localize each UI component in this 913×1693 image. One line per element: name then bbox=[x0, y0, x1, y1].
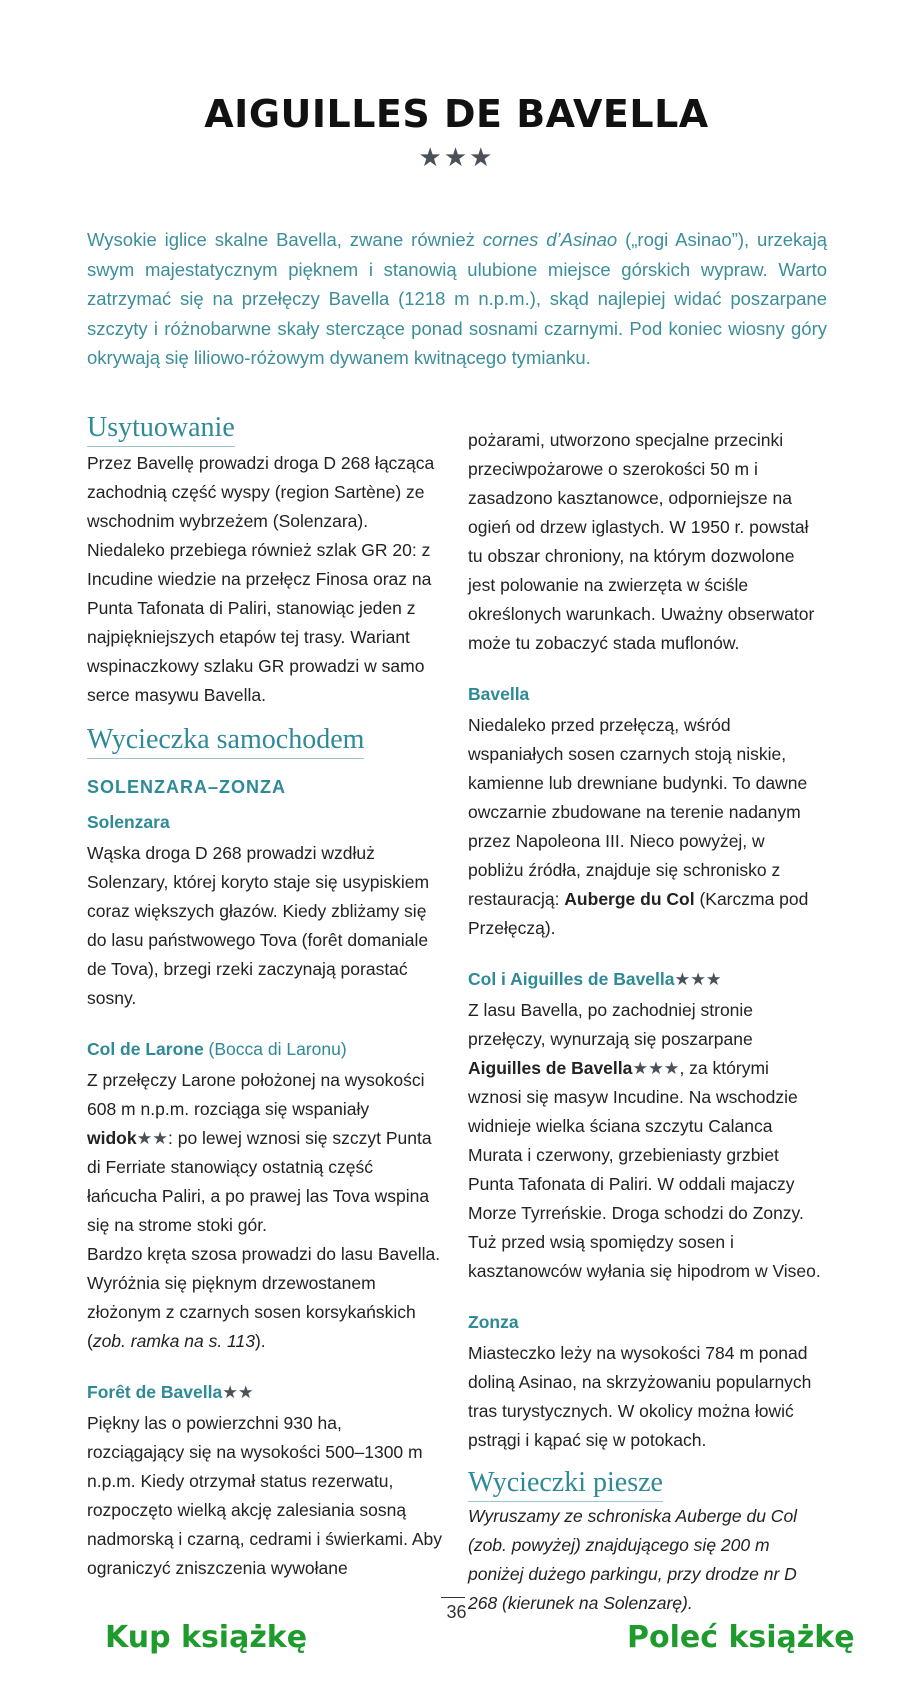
left-column bbox=[87, 412, 442, 1583]
larone-stars: ★★ bbox=[136, 1128, 168, 1148]
col-bold-stars: ★★★ bbox=[632, 1058, 680, 1078]
right-column bbox=[468, 426, 823, 1618]
larone-subtitle: (Bocca di Laronu) bbox=[203, 1039, 347, 1059]
section-title-piesze: Wycieczki piesze bbox=[468, 1467, 663, 1502]
page-number-rule bbox=[441, 1597, 465, 1598]
route-heading: SOLENZARA–ZONZA bbox=[87, 777, 286, 797]
intro-italic: cornes d’Asinao bbox=[482, 229, 618, 250]
intro-text-rest: („rogi Asinao”), urzekają swym majestatycznym pięknem i stanowią ulubione miejsce górskich wypraw. Warto zatrzymać się na przełęczy Bavella (1218 m n.p.m.), skąd najlepiej widać poszarpane szczyty i różnobarwne skały sterczące ponad sosnami czarnymi. Pod koniec wiosny góry okrywają się liliowo-różowym dywanem kwitnącego tymianku. bbox=[87, 229, 827, 368]
foret-stars: ★★ bbox=[222, 1382, 254, 1402]
heading-foret-de-bavella bbox=[87, 1378, 442, 1407]
buy-book-button[interactable]: Kup książkę bbox=[105, 1620, 308, 1655]
foret-text: Piękny las o powierzchni 930 ha, rozciągający się na wysokości 500–1300 m n.p.m. Kiedy otrzymał status rezerwatu, rozpoczęto wielką akcję zalesiania sosną nadmorską i czarną, cedrami i świerkami. Aby ograniczyć zniszczenia wywołane bbox=[87, 1413, 442, 1578]
larone-text-c: Bardzo kręta szosa prowadzi do lasu Bavella. Wyróżnia się pięknym drzewostanem złożonym z czarnych sosen korsykańskich ( bbox=[87, 1244, 441, 1351]
heading-bavella: Bavella bbox=[468, 684, 530, 704]
heading-solenzara: Solenzara bbox=[87, 812, 170, 832]
piesze-text: Wyruszamy ze schroniska Auberge du Col (zob. powyżej) znajdującego się 200 m poniżej dużego parkingu, przy drodze nr D 268 (kierunek na Solenzarę). bbox=[468, 1506, 798, 1613]
col-text bbox=[468, 996, 823, 1286]
heading-col-i-aiguilles bbox=[468, 965, 823, 994]
foret-title: Forêt de Bavella bbox=[87, 1382, 223, 1402]
zonza-text: Miasteczko leży na wysokości 784 m ponad doliną Asinao, na skrzyżowaniu popularnych tras turystycznych. W okolicy można łowić pstrągi i kąpać się w potokach. bbox=[468, 1343, 812, 1450]
section-title-wycieczka: Wycieczka samochodem bbox=[87, 724, 364, 759]
larone-italic: zob. ramka na s. 113 bbox=[92, 1331, 255, 1351]
usytuowanie-text: Przez Bavellę prowadzi droga D 268 łącząca zachodnią część wyspy (region Sartène) ze wschodnim wybrzeżem (Solenzara). Niedaleko przebiega również szlak GR 20: z Incudine wiedzie na przełęcz Finosa oraz na Punta Tafonata di Paliri, stanowiąc jeden z najpiękniejszych etapów tej trasy. Wariant wspinaczkowy szlaku GR prowadzi w samo serce masywu Bavella. bbox=[87, 453, 435, 705]
larone-text-d: ). bbox=[254, 1331, 266, 1351]
larone-text-2 bbox=[87, 1240, 442, 1356]
heading-col-de-larone bbox=[87, 1035, 442, 1064]
col-text-a: Z lasu Bavella, po zachodniej stronie przełęczy, wynurzają się poszarpane bbox=[468, 1000, 754, 1049]
larone-title: Col de Larone bbox=[87, 1039, 204, 1059]
col-title: Col i Aiguilles de Bavella bbox=[468, 969, 675, 989]
bavella-bold: Auberge du Col bbox=[564, 889, 695, 909]
larone-bold: widok bbox=[87, 1128, 137, 1148]
continued-text: pożarami, utworzono specjalne przecinki przeciwpożarowe o szerokości 50 m i zasadzono kasztanowce, odporniejsze na ogień od drzew iglastych. W 1950 r. powstał tu obszar chroniony, na którym dozwolone jest polowanie na zwierzęta w ściśle określonych warunkach. Uważny obserwator może tu zobaczyć stada muflonów. bbox=[468, 430, 815, 653]
col-stars: ★★★ bbox=[674, 969, 722, 989]
solenzara-text: Wąska droga D 268 prowadzi wzdłuż Solenzary, której koryto staje się usypiskiem coraz większych głazów. Kiedy zbliżamy się do lasu państwowego Tova (forêt domaniale de Tova), brzegi rzeki zaczynają porastać sosny. bbox=[87, 843, 430, 1008]
intro-paragraph bbox=[87, 225, 827, 373]
col-text-b: , za którymi wznosi się masyw Incudine. Na wschodzie widnieje wielka ściana szczytu Calanca Murata i czerwony, grzebieniasty grzbiet Punta Tafonata di Paliri. W oddali majaczy Morze Tyrreńskie. Droga schodzi do Zonzy. Tuż przed wsią spomiędzy sosen i kasztanowców wyłania się hipodrom w Viseo. bbox=[468, 1058, 821, 1281]
page-number: 36 bbox=[446, 1602, 467, 1622]
section-title-usytuowanie: Usytuowanie bbox=[87, 412, 235, 447]
larone-text-a: Z przełęczy Larone położonej na wysokości 608 m n.p.m. rozciąga się wspaniały bbox=[87, 1070, 425, 1119]
bavella-text-b: (Karczma pod Przełęczą). bbox=[468, 889, 809, 938]
larone-text bbox=[87, 1066, 442, 1240]
bavella-text bbox=[468, 711, 823, 943]
recommend-book-button[interactable]: Poleć książkę bbox=[627, 1620, 855, 1655]
page-title: AIGUILLES DE BAVELLA bbox=[204, 92, 709, 136]
col-bold: Aiguilles de Bavella bbox=[468, 1058, 633, 1078]
larone-text-b: : po lewej wznosi się szczyt Punta di Ferriate stanowiący ostatnią część łańcucha Paliri, a po prawej las Tova wspina się na strome stoki gór. bbox=[87, 1128, 432, 1235]
heading-zonza: Zonza bbox=[468, 1312, 519, 1332]
intro-text: Wysokie iglice skalne Bavella, zwane również bbox=[87, 229, 483, 250]
rating-stars: ★★★ bbox=[418, 142, 495, 172]
bavella-text-a: Niedaleko przed przełęczą, wśród wspaniałych sosen czarnych stoją niskie, kamienne lub drewniane budynki. To dawne owczarnie zbudowane na terenie nadanym przez Napoleona III. Nieco powyżej, w pobliżu źródła, znajduje się schronisko z restauracją: bbox=[468, 715, 808, 909]
